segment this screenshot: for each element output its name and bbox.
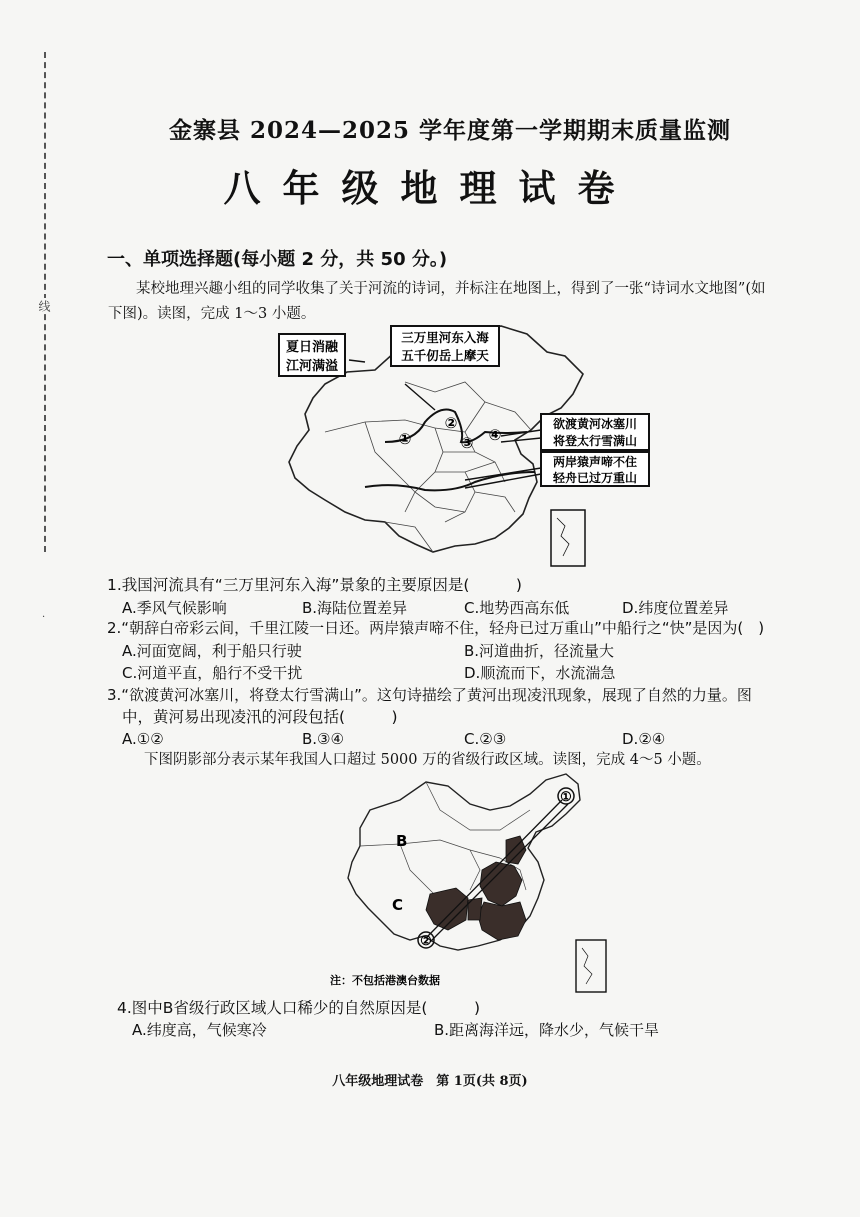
question-1: 1.我国河流具有“三万里河东入海”景象的主要原因是( ) — [107, 576, 522, 594]
label-b: B — [396, 832, 408, 850]
poem-top-line1: 三万里河东入海 — [401, 330, 489, 345]
poem-west-line2: 江河满溢 — [285, 359, 339, 374]
intro-paragraph-2: 下图阴影部分表示某年我国人口超过 5000 万的省级行政区域。读图，完成 4～5 小题。 — [144, 752, 711, 768]
question-4: 4.图中B省级行政区域人口稀少的自然原因是( ) — [117, 999, 481, 1017]
section-heading: 一、单项选择题(每小题 2 分，共 50 分。) — [107, 249, 448, 270]
q1-option-a[interactable]: A.季风气候影响 — [122, 599, 227, 617]
q2-option-c[interactable]: C.河道平直，船行不受干扰 — [122, 664, 303, 682]
south-sea-inset-2 — [576, 940, 606, 992]
china-outline-2 — [348, 774, 580, 950]
poem-top-line2: 五千仞岳上摩天 — [401, 348, 489, 363]
question-2: 2.“朝辞白帝彩云间，千里江陵一日还。两岸猿声啼不住，轻舟已过万重山”中船行之“快”是因为( ) — [107, 619, 765, 637]
poem-right-b-line2: 轻舟已过万重山 — [552, 471, 638, 485]
south-sea-inset — [551, 510, 585, 566]
population-map — [330, 770, 620, 995]
question-3-line2: 中，黄河易出现凌汛的河段包括( ) — [122, 708, 398, 726]
poem-river-map — [265, 322, 655, 572]
map-note: 注：不包括港澳台数据 — [330, 974, 440, 987]
marker-1-map2: ① — [560, 790, 572, 805]
marker-1: ① — [398, 430, 412, 448]
yangtze-river — [365, 472, 535, 490]
exam-title: 八年级地理试卷 — [223, 167, 637, 210]
exam-subtitle: 金寨县 2024—2025 学年度第一学期期末质量监测 — [168, 117, 732, 144]
page-footer: 八年级地理试卷 第 1页(共 8页) — [332, 1074, 528, 1089]
poem-right-b-line1: 两岸猿声啼不住 — [552, 455, 638, 469]
q1-option-d[interactable]: D.纬度位置差异 — [622, 599, 729, 617]
q3-option-b[interactable]: B.③④ — [302, 730, 344, 748]
q2-option-b[interactable]: B.河道曲折，径流量大 — [464, 642, 615, 660]
province-lines — [325, 382, 531, 552]
side-mark: · — [42, 612, 46, 623]
poem-right-a-line2: 将登太行雪满山 — [552, 434, 638, 448]
marker-2-map2: ② — [420, 934, 432, 949]
q1-option-b[interactable]: B.海陆位置差异 — [302, 599, 408, 617]
poem-west-line1: 夏日消融 — [285, 340, 339, 355]
marker-3: ③ — [460, 434, 474, 452]
marker-4: ④ — [488, 426, 502, 444]
label-c: C — [392, 896, 404, 914]
poem-right-a-line1: 欲渡黄河冰塞川 — [552, 417, 638, 431]
q3-option-a[interactable]: A.①② — [122, 730, 164, 748]
q3-option-c[interactable]: C.②③ — [464, 730, 507, 748]
marker-2: ② — [444, 414, 458, 432]
q2-option-d[interactable]: D.顺流而下，水流湍急 — [464, 664, 616, 682]
q2-option-a[interactable]: A.河面宽阔，利于船只行驶 — [122, 642, 302, 660]
question-3-line1: 3.“欲渡黄河冰塞川，将登太行雪满山”。这句诗描绘了黄河出现凌汛现象，展现了自然的力量。图 — [107, 686, 752, 704]
q1-option-c[interactable]: C.地势西高东低 — [464, 599, 570, 617]
binding-label: 线 — [37, 300, 51, 312]
intro-paragraph-1: 某校地理兴趣小组的同学收集了关于河流的诗词，并标注在地图上，得到了一张“诗词水文地图”(如下图)。读图，完成 1～3 小题。 — [108, 281, 766, 322]
q4-option-b[interactable]: B.距离海洋远，降水少，气候干旱 — [434, 1021, 660, 1039]
q4-option-a[interactable]: A.纬度高，气候寒冷 — [132, 1021, 267, 1039]
q3-option-d[interactable]: D.②④ — [622, 730, 666, 748]
